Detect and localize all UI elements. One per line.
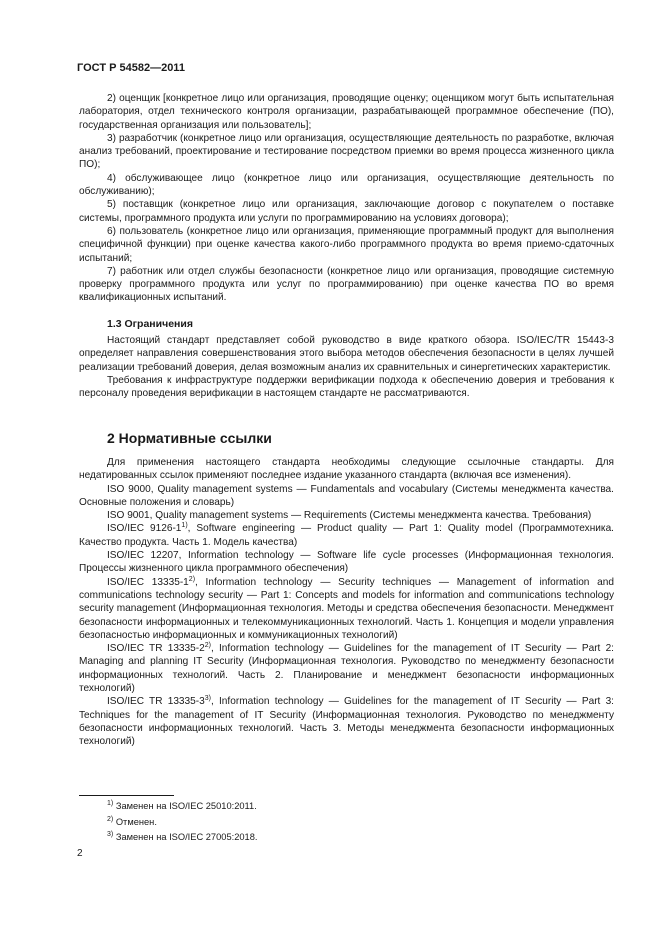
reference-footnote-mark: 3) <box>204 695 211 703</box>
footnote <box>107 799 257 815</box>
footnote-text: Отменен. <box>115 816 157 827</box>
footnotes <box>107 799 257 846</box>
list-item: 2) оценщик [конкретное лицо или организация, проводящие оценку; оценщиком могут быть испытательная лаборатория, отдел технического контроля организации, разрабатывающей программное обеспечение (ПО), государственная организация или пользователь]; <box>79 93 614 131</box>
reference-item <box>79 509 614 522</box>
footnote-mark: 3) <box>107 831 114 838</box>
footnote <box>107 830 257 846</box>
reference-footnote-mark: 2) <box>204 642 211 650</box>
list-block <box>79 92 614 305</box>
paragraph: Настоящий стандарт представляет собой руководство в виде краткого обзора. ISO/IEC/TR 15443-3 определяет направления совершенствования этого выбора методов обеспечения безопасности в целях лучшей реализации требований доверия, делая возможным анализ их сравнительных и синергетических характеристик. <box>79 335 614 373</box>
section-2-body <box>79 456 614 749</box>
reference-item <box>79 549 614 576</box>
reference-title: , Information technology — Software life cycle processes (Информационная технология. Процессы жизненного цикла программного обеспечения) <box>79 550 614 575</box>
reference-item <box>79 522 614 549</box>
reference-title: , Information technology — Guidelines for the management of IT Security — Part 3: Techniques for the management of IT Security (Информационная технология. Руководство по менеджменту безопасности информационных технологий. Часть 3. Методы менеджмента безопасности информационных технологий) <box>79 696 614 748</box>
footnote-text: Заменен на ISO/IEC 25010:2011. <box>115 801 257 811</box>
reference-footnote-mark: 1) <box>181 522 188 530</box>
document-header: ГОСТ Р 54582—2011 <box>77 62 185 74</box>
reference-item <box>79 642 614 695</box>
reference-title: , Software engineering — Product quality — Part 1: Quality model (Программотехника. Качество продукта. Часть 1. Модель качества) <box>79 523 614 548</box>
reference-code: ISO/IEC TR 13335-2 <box>107 643 205 655</box>
footnote-mark: 1) <box>107 800 114 807</box>
section-heading-2: 2 Нормативные ссылки <box>107 430 272 446</box>
page-number: 2 <box>77 848 83 859</box>
paragraph: Для применения настоящего стандарта необходимы следующие ссылочные стандарты. Для недатированных ссылок применяют последнее издание указанного стандарта (включая все изменения). <box>79 457 614 482</box>
reference-code: ISO/IEC 13335-1 <box>107 576 189 588</box>
reference-code: ISO/IEC TR 13335-3 <box>107 696 205 708</box>
reference-code: ISO 9001 <box>107 510 150 522</box>
footnote <box>107 815 257 831</box>
reference-footnote-mark: 2) <box>188 575 196 583</box>
reference-title: , Quality management systems — Requirements (Системы менеджмента качества. Требования) <box>149 510 592 522</box>
section-1-3-body <box>79 334 614 400</box>
list-item: 5) поставщик (конкретное лицо или организация, заключающие договор с покупателем о поставке системы, программного продукта или услуги по программированию на условиях договора); <box>79 199 614 224</box>
reference-title: , Information technology — Guidelines for the management of IT Security — Part 2: Managing and planning IT Security (Информационная технология. Руководство по менеджменту безопасности информационных технологий. Часть 2. Планирование и менеджмент безопасности информационных технологий) <box>79 643 614 695</box>
reference-item <box>79 695 614 748</box>
reference-code: ISO 9000 <box>107 483 151 495</box>
list-item: 4) обслуживающее лицо (конкретное лицо или организация, осуществляющие деятельность по обслуживанию); <box>79 172 614 198</box>
reference-item <box>79 483 614 510</box>
footnote-mark: 2) <box>107 815 114 823</box>
list-item: 6) пользователь (конкретное лицо или организация, применяющие программный продукт для выполнения специфичной функции) при оценке качества какого-либо программного продукта во время приемо-сдаточных испытаний; <box>79 225 614 264</box>
footnote-text: Заменен на ISO/IEC 27005:2018. <box>115 832 258 842</box>
footnote-divider <box>79 795 174 796</box>
list-item: 3) разработчик (конкретное лицо или организация, осуществляющие деятельность по разработке, включая анализ требований, проектирование и тестирование посредством приемки во время процесса жизненного цикла ПО); <box>79 132 614 171</box>
reference-code: ISO/IEC 12207 <box>107 550 179 562</box>
reference-code: ISO/IEC 9126-1 <box>107 523 182 535</box>
reference-title: , Information technology — Security techniques — Management of information and communications technology security — Part 1: Concepts and models for information and communications technology security management (Информационная технология. Методы и средства обеспечения безопасности. Менеджмент безопасности информационных и телекоммуникационных технологий. Часть 1. Концепция и модели управления безопасностью информационных и коммуникационных технологий) <box>79 576 614 641</box>
section-heading-1-3: 1.3 Ограничения <box>107 318 193 330</box>
list-item: 7) работник или отдел службы безопасности (конкретное лицо или организация, проводящие системную проверку программного продукта или услуг по программированию) при оценке качества ПО во время квалификационных испытаний. <box>79 265 614 304</box>
paragraph: Требования к инфраструктуре поддержки верификации подхода к обеспечению доверия и требования к персоналу проведения верификации в настоящем стандарте не рассматриваются. <box>79 374 614 400</box>
reference-item <box>79 576 614 642</box>
reference-title: , Quality management systems — Fundamentals and vocabulary (Системы менеджмента качества. Основные положения и словарь) <box>79 483 614 508</box>
